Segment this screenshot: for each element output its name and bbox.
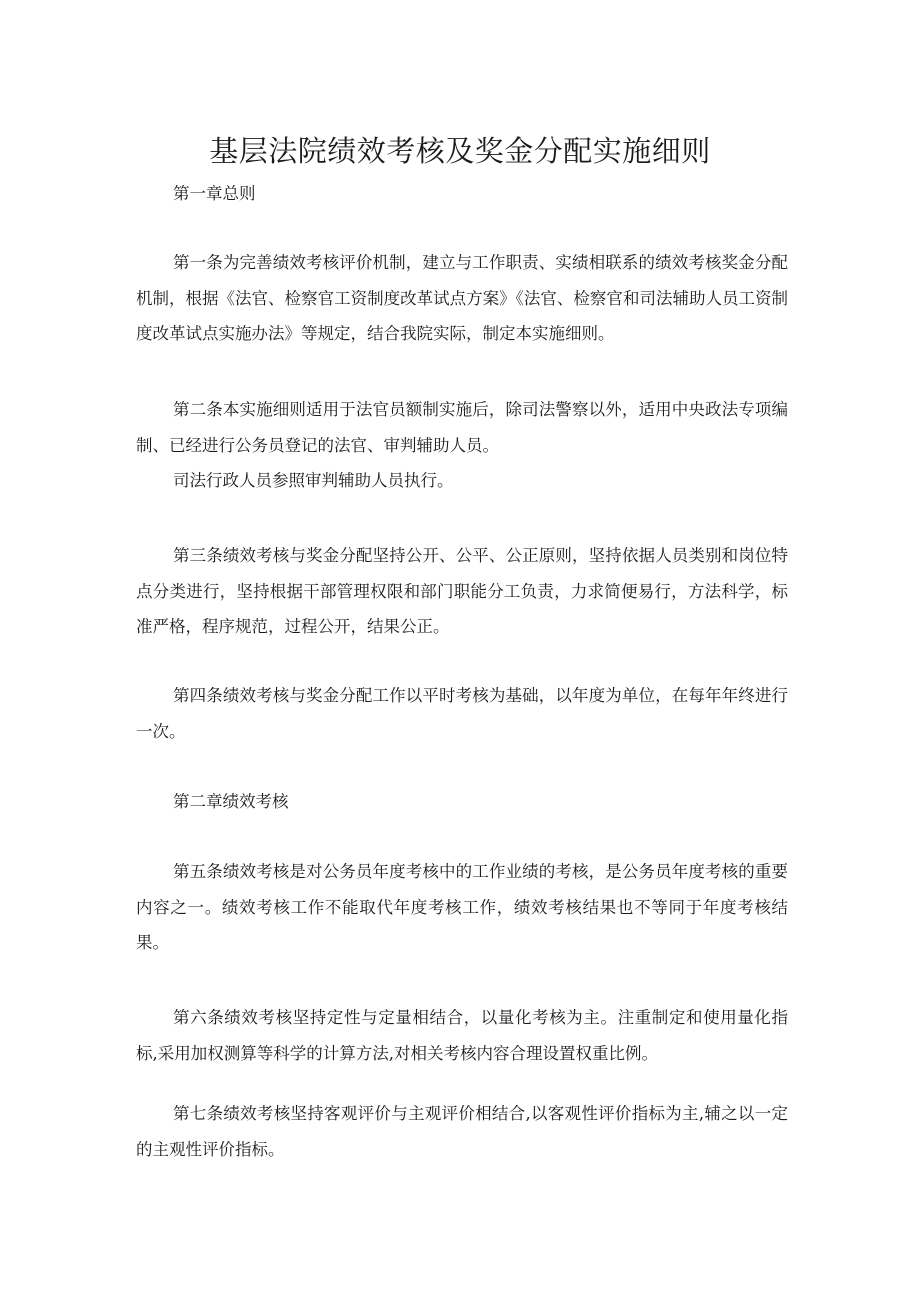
article-4: 第四条绩效考核与奖金分配工作以平时考核为基础，以年度为单位，在每年年终进行一次。 — [136, 686, 788, 741]
article-3: 第三条绩效考核与奖金分配坚持公开、公平、公正原则，坚持依据人员类别和岗位特点分类进行，坚持根据干部管理权限和部门职能分工负责，力求简便易行，方法科学，标准严格，程序规范，过程公开，结果公正。 — [136, 546, 788, 636]
article-6: 第六条绩效考核坚持定性与定量相结合，以量化考核为主。注重制定和使用量化指标,采用加权测算等科学的计算方法,对相关考核内容合理设置权重比例。 — [136, 1008, 788, 1063]
article-2: 第二条本实施细则适用于法官员额制实施后，除司法警察以外，适用中央政法专项编制、已经进行公务员登记的法官、审判辅助人员。 — [136, 400, 788, 455]
article-7: 第七条绩效考核坚持客观评价与主观评价相结合,以客观性评价指标为主,辅之以一定的主观性评价指标。 — [136, 1104, 788, 1159]
document-title: 基层法院绩效考核及奖金分配实施细则 — [209, 134, 711, 169]
chapter-2-heading: 第二章绩效考核 — [173, 792, 289, 811]
article-5: 第五条绩效考核是对公务员年度考核中的工作业绩的考核，是公务员年度考核的重要内容之一。绩效考核工作不能取代年度考核工作，绩效考核结果也不等同于年度考核结果。 — [136, 862, 788, 952]
article-1: 第一条为完善绩效考核评价机制，建立与工作职责、实绩相联系的绩效考核奖金分配机制，根据《法官、检察官工资制度改革试点方案》《法官、检察官和司法辅助人员工资制度改革试点实施办法》等规定，结合我院实际，制定本实施细则。 — [136, 253, 788, 343]
chapter-1-heading: 第一章总则 — [173, 184, 256, 203]
article-2-note: 司法行政人员参照审判辅助人员执行。 — [173, 471, 454, 490]
